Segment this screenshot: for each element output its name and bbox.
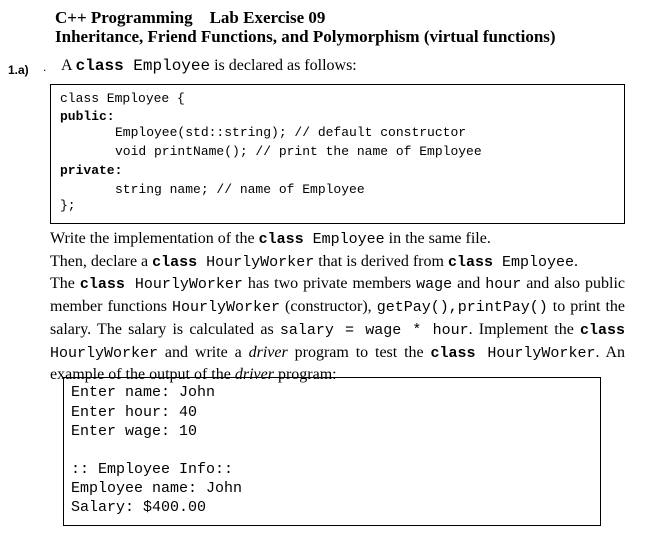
code-line: string name; // name of Employee xyxy=(115,182,365,197)
output-example-block xyxy=(63,377,601,526)
question-intro xyxy=(61,57,357,75)
output-line: Enter name: John xyxy=(71,384,216,401)
output-line: Salary: $400.00 xyxy=(71,499,207,516)
question-marker: . xyxy=(43,60,47,74)
output-line: Enter wage: 10 xyxy=(71,423,198,440)
code-line: Employee(std::string); // default constructor xyxy=(115,125,467,140)
output-line: Enter hour: 40 xyxy=(71,404,198,421)
code-line: private: xyxy=(60,163,123,178)
lab-name: Lab Exercise 09 xyxy=(209,8,326,27)
code-line: class Employee { xyxy=(60,91,185,106)
intro-suffix: is declared as follows: xyxy=(210,57,357,74)
intro-keyword: class xyxy=(75,57,124,75)
output-line: :: Employee Info:: xyxy=(71,461,234,478)
code-line: void printName(); // print the name of Employee xyxy=(115,144,482,159)
document-title xyxy=(55,8,556,46)
code-block xyxy=(50,84,625,224)
question-number: 1.a) xyxy=(8,63,29,77)
code-line: public: xyxy=(60,109,115,124)
course-name: C++ Programming xyxy=(55,8,193,27)
intro-text: A xyxy=(61,57,76,74)
code-line: }; xyxy=(60,198,76,213)
intro-classname: Employee xyxy=(123,57,211,75)
lab-subtitle: Inheritance, Friend Functions, and Polymorphism (virtual functions) xyxy=(55,27,556,46)
output-line: Employee name: John xyxy=(71,480,243,497)
instructions-paragraph: Write the implementation of the class Employee in the same file. Then, declare a class HourlyWorker that is derived from class Employee. The class HourlyWorker has two private members wage and hour and also public member functions HourlyWorker (constructor), getPay(),printPay() to print the salary. The salary is calculated as salary = wage * hour. Implement the class HourlyWorker and write a driver program to test the class HourlyWorker. An example of the output of the driver program: xyxy=(50,230,626,384)
